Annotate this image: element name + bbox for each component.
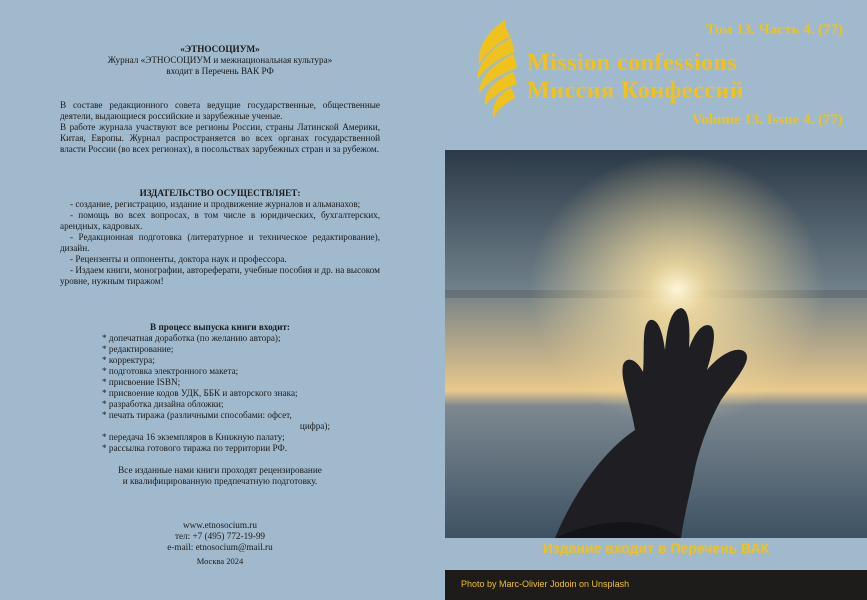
publisher-item: - Редакционная подготовка (литературное и техническое редактирование), дизайн. [60, 232, 380, 253]
process-item: * подготовка электронного макета; [102, 366, 239, 376]
publisher-item: - Рецензенты и оппоненты, доктора наук и профессора. [70, 254, 287, 264]
process-section [60, 322, 380, 454]
volume-ru: Том 13. Часть 4. (77) [705, 22, 843, 38]
final-line-1: Все изданные нами книги проходят рецензирование [118, 465, 322, 475]
volume-en: Volume 13. Issue 4. (77) [691, 112, 843, 128]
credit-bar [445, 570, 867, 600]
journal-intro [60, 44, 380, 77]
process-item: * допечатная доработка (по желанию автора); [102, 333, 281, 343]
publisher-heading: ИЗДАТЕЛЬСТВО ОСУЩЕСТВЛЯЕТ: [139, 188, 301, 198]
final-note [60, 465, 380, 487]
council-paragraph-1: В составе редакционного совета ведущие государственные, общественные деятели, выдающиеся российские и зарубежные ученые. [60, 100, 380, 121]
vak-note: Издание входит в Перечень ВАК [542, 540, 770, 556]
process-heading: В процесс выпуска книги входит: [150, 322, 290, 332]
city-year: Москва 2024 [196, 556, 244, 566]
process-item: цифра); [299, 421, 330, 431]
process-item: * разработка дизайна обложки; [102, 399, 224, 409]
front-cover [445, 0, 867, 600]
photo-credit: Photo by Marc-Olivier Jodoin on Unsplash [461, 579, 630, 589]
process-item: * присвоение кодов УДК, ББК и авторского знака; [102, 388, 298, 398]
publisher-item: - создание, регистрацию, издание и продвижение журналов и альманахов; [70, 199, 361, 209]
process-item: * рассылка готового тиража по территории РФ. [102, 443, 288, 453]
process-item: * корректура; [102, 355, 155, 365]
final-line-2: и квалифицированную предпечатную подготовку. [122, 476, 318, 486]
title-ru: Миссия Конфессий [527, 78, 745, 104]
journal-line-1: Журнал «ЭТНОСОЦИУМ и межнациональная культура» [107, 55, 333, 65]
council-paragraph-2: В работе журнала участвуют все регионы России, страны Латинской Америки, Китая, Европы. Журнал распространяется во всех органах государственной власти России (во всех регионах), в посольствах зарубежных стран и за рубежом. [60, 122, 380, 154]
process-item: * печать тиража (различными способами: офсет, [102, 410, 292, 420]
email: e-mail: etnosocium@mail.ru [167, 542, 273, 552]
process-item: * передача 16 экземпляров в Книжную палату; [102, 432, 285, 442]
title-en: Mission confessions [527, 50, 738, 76]
website: www.etnosocium.ru [183, 520, 257, 530]
process-item: * присвоение ISBN; [102, 377, 181, 387]
process-item: * редактирование; [102, 344, 174, 354]
phone: тел: +7 (495) 772-19-99 [174, 531, 266, 541]
council-text [60, 100, 380, 155]
publisher-item: - помощь во всех вопросах, в том числе в юридических, бухгалтерских, арендных, кадровых. [60, 210, 380, 231]
publisher-item: - Издаем книги, монографии, автореферати, учебные пособия и др. на высоком уровне, нужным тиражом! [60, 265, 380, 286]
publisher-section [60, 188, 380, 287]
journal-name: «ЭТНОСОЦИУМ» [180, 44, 260, 54]
journal-line-2: входит в Перечень ВАК РФ [166, 66, 274, 76]
flame-logo-icon [465, 14, 521, 124]
hand-sunset-photo [445, 150, 867, 538]
contacts [60, 520, 380, 567]
